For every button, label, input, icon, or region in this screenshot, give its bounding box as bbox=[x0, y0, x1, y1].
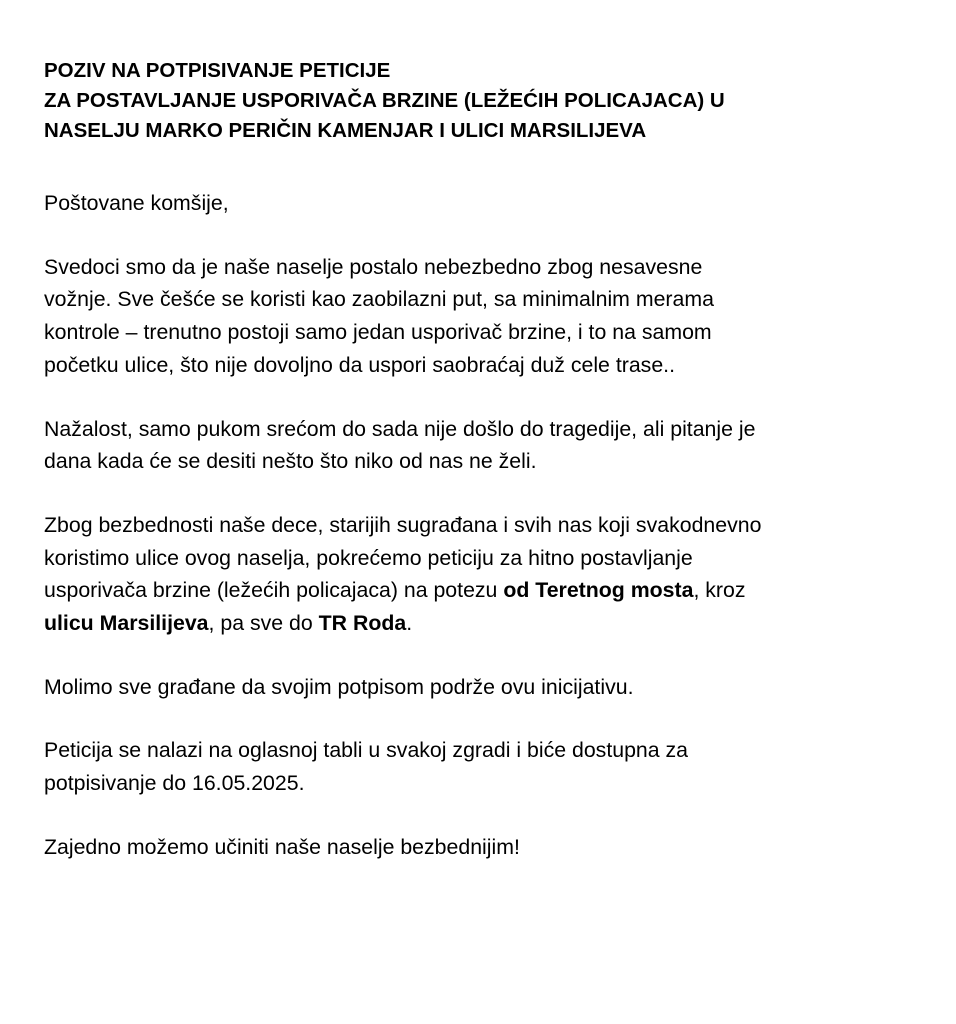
paragraph-2 bbox=[44, 413, 924, 478]
paragraph-3-line-3-text: usporivača brzine (ležećih policajaca) na potezu bbox=[44, 578, 504, 603]
location-street-bold: ulicu Marsilijeva bbox=[44, 611, 209, 636]
paragraph-3 bbox=[44, 509, 924, 640]
paragraph-2-line-1: Nažalost, samo pukom srećom do sada nije došlo do tragedije, ali pitanje je bbox=[44, 416, 756, 441]
paragraph-6 bbox=[44, 831, 924, 864]
paragraph-3-line-4 bbox=[44, 607, 924, 640]
paragraph-3-line-3 bbox=[44, 574, 924, 607]
paragraph-3-line-3-tail: , kroz bbox=[693, 578, 746, 603]
paragraph-5 bbox=[44, 734, 924, 799]
paragraph-3-line-1: Zbog bezbednosti naše dece, starijih sugrađana i svih nas koji svakodnevno bbox=[44, 512, 762, 537]
paragraph-5-line-1: Peticija se nalazi na oglasnoj tabli u svakoj zgradi i biće dostupna za bbox=[44, 738, 689, 763]
title-line-1: POZIV NA POTPISIVANJE PETICIJE bbox=[44, 59, 391, 82]
paragraph-5-line-2: potpisivanje do 16.05.2025. bbox=[44, 771, 305, 796]
title-line-3: NASELJU MARKO PERIČIN KAMENJAR I ULICI MARSILIJEVA bbox=[44, 119, 647, 142]
location-from-bold: od Teretnog mosta bbox=[503, 578, 694, 603]
paragraph-6-line-1: Zajedno možemo učiniti naše naselje bezbednijim! bbox=[44, 834, 520, 859]
paragraph-1-line-2: vožnje. Sve češće se koristi kao zaobilazni put, sa minimalnim merama bbox=[44, 287, 714, 312]
paragraph-4 bbox=[44, 671, 924, 704]
location-to-bold: TR Roda bbox=[318, 611, 407, 636]
title-line-2: ZA POSTAVLJANJE USPORIVAČA BRZINE (LEŽEĆIH POLICAJACA) U bbox=[44, 89, 725, 112]
paragraph-2-line-2: dana kada će se desiti nešto što niko od nas ne želi. bbox=[44, 449, 537, 474]
paragraph-3-line-2: koristimo ulice ovog naselja, pokrećemo peticiju za hitno postavljanje bbox=[44, 545, 693, 570]
paragraph-1 bbox=[44, 251, 924, 382]
paragraph-4-line-1: Molimo sve građane da svojim potpisom podrže ovu inicijativu. bbox=[44, 674, 634, 699]
greeting bbox=[44, 187, 924, 220]
petition-document bbox=[44, 56, 924, 864]
paragraph-1-line-4: početku ulice, što nije dovoljno da uspori saobraćaj duž cele trase.. bbox=[44, 352, 675, 377]
paragraph-1-line-3: kontrole – trenutno postoji samo jedan usporivač brzine, i to na samom bbox=[44, 320, 712, 345]
paragraph-1-line-1: Svedoci smo da je naše naselje postalo nebezbedno zbog nesavesne bbox=[44, 254, 703, 279]
paragraph-3-line-4-end: . bbox=[406, 611, 413, 636]
petition-title bbox=[44, 56, 924, 146]
paragraph-3-line-4-text: , pa sve do bbox=[208, 611, 319, 636]
greeting-text: Poštovane komšije, bbox=[44, 191, 229, 215]
